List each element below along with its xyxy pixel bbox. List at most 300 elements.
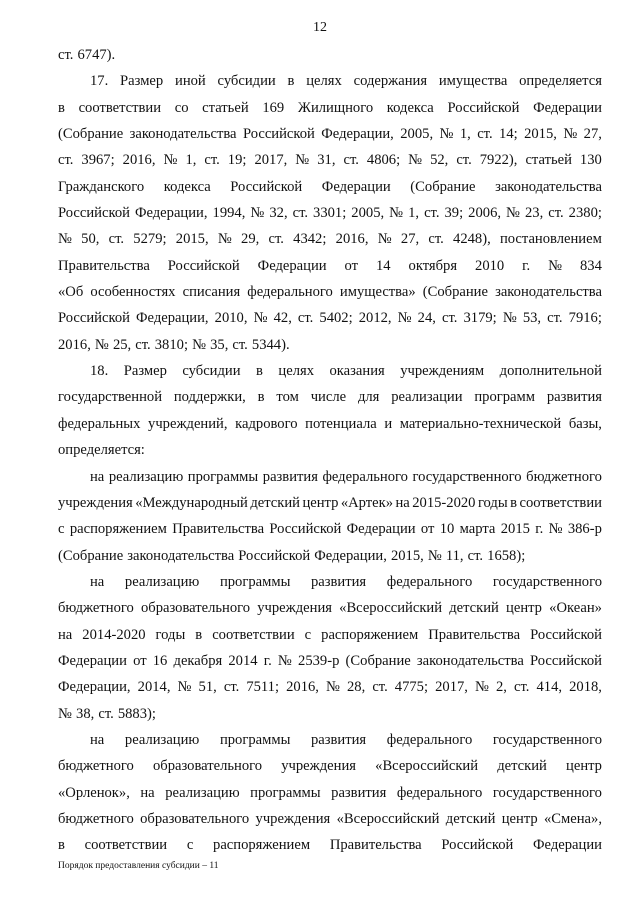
- word: 2016,: [122, 152, 156, 169]
- word: от: [133, 652, 147, 669]
- word: №: [506, 205, 520, 222]
- word: оказания: [329, 363, 385, 380]
- word: целях: [306, 73, 342, 90]
- text-line: [58, 622, 602, 648]
- word: 5883);: [117, 705, 156, 722]
- word: Правительства: [329, 837, 422, 854]
- word: октября: [408, 257, 458, 274]
- word: 7511;: [246, 679, 280, 696]
- word: развития: [311, 573, 367, 590]
- word: (Собрание: [422, 284, 488, 301]
- word: 2015: [500, 521, 530, 538]
- word: государственного: [492, 731, 602, 748]
- word: 42,: [273, 310, 292, 327]
- word: ст.: [343, 152, 359, 169]
- text-line: [58, 516, 602, 542]
- word: 2006,: [468, 205, 502, 222]
- word: для: [357, 389, 380, 406]
- word: 386-р: [567, 521, 602, 538]
- word: Федерации: [533, 837, 602, 854]
- word: ст.: [135, 336, 151, 353]
- text-line: [58, 68, 602, 94]
- word: в: [287, 73, 295, 90]
- word: с: [58, 521, 65, 538]
- word: бюджетного: [58, 600, 134, 617]
- word: федерального: [247, 284, 333, 301]
- word: 51,: [198, 679, 217, 696]
- word: законодательства: [127, 547, 235, 564]
- word: Правительства: [428, 626, 521, 643]
- word: 1994,: [212, 205, 246, 222]
- text-line: [58, 174, 602, 200]
- text-line: [58, 753, 602, 779]
- word: «Всероссийский: [375, 758, 479, 775]
- word: Гражданского: [58, 178, 145, 195]
- word: развития: [331, 784, 387, 801]
- word: (Собрание: [345, 652, 411, 669]
- word: базы,: [568, 415, 602, 432]
- word: на: [140, 784, 155, 801]
- word: образовательного: [152, 758, 263, 775]
- word: 1,: [185, 152, 197, 169]
- word: Российской: [58, 310, 130, 327]
- word: соответствии: [84, 837, 168, 854]
- word: №: [475, 679, 489, 696]
- text-line: [58, 701, 602, 727]
- word: г.: [263, 652, 272, 669]
- word: №: [250, 205, 265, 222]
- word: развития: [262, 468, 318, 485]
- text-line: [58, 279, 602, 305]
- word: кадрового: [235, 415, 298, 432]
- word: образовательного: [140, 810, 250, 827]
- word: 2017,: [254, 152, 288, 169]
- word: 25,: [112, 336, 132, 353]
- text-line: [58, 384, 602, 410]
- word: бюджетного: [58, 810, 134, 827]
- word: №: [377, 231, 392, 248]
- word: №: [163, 152, 178, 169]
- word: Размер: [123, 363, 167, 380]
- word: государственного: [412, 468, 522, 485]
- word: учреждениям: [400, 363, 485, 380]
- word: 2005,: [351, 205, 385, 222]
- word: ст.: [108, 231, 125, 248]
- word: в: [195, 626, 203, 643]
- word: Федерации: [346, 521, 416, 538]
- word: «Орленок»,: [58, 784, 130, 801]
- word: Российской: [447, 99, 520, 116]
- word: на: [90, 468, 105, 485]
- word: 1,: [408, 205, 420, 222]
- word: в: [257, 389, 265, 406]
- word: марта: [459, 521, 496, 538]
- word: учреждения: [281, 758, 356, 775]
- word: центр: [566, 758, 602, 775]
- word: 6747).: [77, 47, 116, 63]
- word: 16: [152, 652, 168, 669]
- word: реализацию: [124, 573, 200, 590]
- word: №: [177, 679, 192, 696]
- word: 50,: [81, 231, 100, 248]
- word: 5344).: [251, 336, 290, 353]
- word: программы: [250, 784, 321, 801]
- word: 23,: [524, 205, 544, 222]
- text-line: [58, 595, 602, 621]
- word: детский: [449, 600, 499, 617]
- word: с: [186, 837, 194, 854]
- word: 2014-2020: [82, 626, 146, 643]
- text-line: [58, 569, 602, 595]
- word: соответствии: [212, 626, 295, 643]
- word: определяется:: [58, 442, 145, 459]
- word: Федерации: [58, 652, 127, 669]
- word: материально-технической: [399, 415, 562, 432]
- word: субсидии: [217, 73, 276, 90]
- word: 3810;: [154, 336, 188, 353]
- word: Федерации,: [314, 547, 387, 564]
- word: законодательства: [416, 652, 524, 669]
- word: со: [174, 99, 189, 116]
- word: 2015,: [390, 547, 424, 564]
- word: Размер: [120, 73, 164, 90]
- word: «Смена»,: [544, 810, 602, 827]
- word: от: [344, 257, 359, 274]
- text-line: [58, 253, 602, 279]
- word: ст.: [467, 547, 484, 564]
- word: распоряжением: [69, 521, 167, 538]
- word: особенностях: [90, 284, 176, 301]
- word: 35,: [210, 336, 229, 353]
- word: ст.: [514, 679, 530, 696]
- word: 14;: [499, 126, 518, 143]
- word: статьей: [525, 152, 572, 169]
- word: 53,: [522, 310, 542, 327]
- word: федерального: [396, 784, 483, 801]
- word: №: [408, 152, 423, 169]
- word: в: [58, 99, 65, 116]
- word: том: [276, 389, 299, 406]
- text-line: [58, 832, 602, 858]
- word: 130: [579, 152, 602, 169]
- word: реализации: [391, 389, 463, 406]
- word: ст.: [424, 205, 440, 222]
- word: на: [395, 494, 410, 511]
- document-body: [58, 42, 602, 859]
- word: в: [58, 837, 65, 854]
- word: ст.: [372, 679, 388, 696]
- word: №: [563, 126, 578, 143]
- word: годы: [155, 626, 186, 643]
- word: ст.: [58, 47, 74, 63]
- word: (Собрание: [58, 126, 124, 143]
- word: №: [58, 705, 72, 722]
- word: государственного: [492, 573, 602, 590]
- word: 27,: [400, 231, 420, 248]
- word: бюджетного: [58, 758, 134, 775]
- word: учреждений,: [148, 415, 228, 432]
- word: Российской: [242, 126, 315, 143]
- word: №: [253, 310, 268, 327]
- word: ст.: [292, 205, 309, 222]
- word: поддержки,: [173, 389, 246, 406]
- word: детский: [250, 494, 300, 511]
- word: 1658);: [487, 547, 526, 564]
- word: реализацию: [108, 468, 184, 485]
- word: распоряжением: [321, 626, 419, 643]
- word: потенциала: [305, 415, 377, 432]
- word: 2016,: [335, 231, 369, 248]
- word: «Океан»: [549, 600, 602, 617]
- word: Федерации,: [134, 205, 208, 222]
- word: программы: [187, 468, 259, 485]
- word: дополнительной: [499, 363, 602, 380]
- word: имущества: [438, 73, 508, 90]
- word: ст.: [456, 152, 472, 169]
- word: 3179;: [463, 310, 497, 327]
- word: Российской: [238, 547, 311, 564]
- word: 2015-2020: [412, 494, 476, 511]
- word: развития: [546, 389, 602, 406]
- word: центр: [302, 494, 339, 511]
- word: 5402;: [319, 310, 353, 327]
- word: 27,: [583, 126, 602, 143]
- word: 2016,: [58, 336, 91, 353]
- word: Российской: [441, 837, 514, 854]
- word: №: [326, 679, 340, 696]
- text-line: [58, 727, 602, 753]
- word: 18.: [90, 363, 109, 380]
- word: 10: [439, 521, 455, 538]
- word: 2014: [228, 652, 258, 669]
- text-line: [58, 332, 602, 358]
- word: 28,: [347, 679, 366, 696]
- word: ст.: [547, 310, 563, 327]
- word: целях: [278, 363, 315, 380]
- word: ст.: [98, 705, 114, 722]
- word: г.: [522, 257, 531, 274]
- word: ст.: [428, 231, 444, 248]
- word: Федерации,: [136, 310, 209, 327]
- word: ст.: [548, 205, 564, 222]
- word: 2016,: [286, 679, 319, 696]
- word: ст.: [268, 231, 284, 248]
- word: 2005,: [400, 126, 434, 143]
- word: №: [277, 652, 292, 669]
- word: №: [94, 336, 109, 353]
- word: распоряжением: [213, 837, 311, 854]
- word: ст.: [442, 310, 458, 327]
- text-line: [58, 411, 602, 437]
- word: 2380;: [568, 205, 602, 222]
- word: №: [389, 205, 404, 222]
- word: 3301;: [313, 205, 347, 222]
- word: декабря: [173, 652, 223, 669]
- word: федерального: [386, 573, 473, 590]
- word: №: [502, 310, 517, 327]
- word: 2,: [496, 679, 507, 696]
- text-line: [58, 674, 602, 700]
- word: Федерации: [533, 99, 602, 116]
- word: 169: [262, 99, 285, 116]
- text-line: [58, 464, 602, 490]
- word: «Всероссийский: [336, 810, 440, 827]
- word: 32,: [269, 205, 288, 222]
- word: (Собрание: [410, 178, 476, 195]
- text-line: [58, 648, 602, 674]
- word: иной: [175, 73, 206, 90]
- word: 38,: [76, 705, 95, 722]
- word: 414,: [536, 679, 563, 696]
- word: 19;: [227, 152, 247, 169]
- word: №: [192, 336, 207, 353]
- word: реализацию: [124, 731, 200, 748]
- word: Российской: [530, 626, 602, 643]
- word: (Собрание: [58, 547, 124, 564]
- word: 2018,: [569, 679, 602, 696]
- word: Российской: [530, 652, 602, 669]
- word: №: [58, 231, 72, 248]
- footer-note: Порядок предоставления субсидии – 11: [58, 861, 219, 871]
- word: Федерации: [321, 178, 391, 195]
- word: 3967;: [81, 152, 115, 169]
- word: 14: [375, 257, 391, 274]
- word: годы: [477, 494, 508, 511]
- word: детский: [445, 810, 496, 827]
- word: федерального: [322, 468, 408, 485]
- word: кодекса: [163, 178, 211, 195]
- word: соответствии: [519, 494, 602, 511]
- word: определяется: [519, 73, 602, 90]
- word: на: [58, 626, 73, 643]
- word: программы: [219, 573, 291, 590]
- word: 52,: [430, 152, 449, 169]
- word: №: [548, 257, 563, 274]
- word: 4775;: [394, 679, 429, 696]
- word: с: [304, 626, 312, 643]
- word: Правительства: [58, 257, 150, 274]
- word: ст.: [232, 336, 248, 353]
- page-number: 12: [313, 20, 327, 35]
- word: ст.: [223, 679, 240, 696]
- word: реализацию: [165, 784, 240, 801]
- word: на: [90, 573, 105, 590]
- text-line: [58, 200, 602, 226]
- word: 2015,: [175, 231, 209, 248]
- word: 31,: [317, 152, 336, 169]
- word: федеральных: [58, 415, 141, 432]
- word: программ: [474, 389, 536, 406]
- word: «Международный: [135, 494, 248, 511]
- word: законодательства: [495, 284, 602, 301]
- word: 2017,: [435, 679, 468, 696]
- word: 2010: [475, 257, 505, 274]
- word: 39;: [444, 205, 464, 222]
- text-line: [58, 490, 602, 516]
- word: 4248),: [453, 231, 491, 248]
- word: имущества»: [339, 284, 416, 301]
- word: 2014,: [137, 679, 171, 696]
- word: 2539-р: [298, 652, 340, 669]
- word: Федерации,: [58, 679, 131, 696]
- word: развития: [311, 731, 367, 748]
- word: 2010,: [214, 310, 248, 327]
- word: 24,: [417, 310, 436, 327]
- word: №: [548, 521, 563, 538]
- word: законодательства: [129, 126, 237, 143]
- text-line: [58, 543, 602, 569]
- word: №: [397, 310, 412, 327]
- text-line: [58, 305, 602, 331]
- word: 4342;: [293, 231, 327, 248]
- word: №: [427, 547, 442, 564]
- word: субсидии: [182, 363, 241, 380]
- text-line: [58, 806, 602, 832]
- text-line: [58, 780, 602, 806]
- word: центр: [506, 600, 542, 617]
- word: Федерации,: [321, 126, 394, 143]
- word: Российской: [58, 205, 130, 222]
- text-line: [58, 95, 602, 121]
- text-line: [58, 147, 602, 173]
- word: учреждения: [58, 494, 133, 511]
- word: ст.: [58, 152, 74, 169]
- word: №: [439, 126, 454, 143]
- word: 1,: [459, 126, 471, 143]
- word: государственной: [58, 389, 163, 406]
- word: федерального: [386, 731, 473, 748]
- word: Российской: [167, 257, 240, 274]
- word: центр: [501, 810, 538, 827]
- word: 17.: [90, 73, 109, 90]
- word: 7916;: [568, 310, 602, 327]
- word: от: [420, 521, 435, 538]
- text-line: [58, 437, 602, 463]
- text-line: [58, 226, 602, 252]
- word: соответствии: [78, 99, 162, 116]
- word: «Артек»: [340, 494, 394, 511]
- word: числе: [310, 389, 347, 406]
- word: учреждения: [257, 600, 332, 617]
- word: №: [217, 231, 232, 248]
- word: ст.: [204, 152, 220, 169]
- word: «Об: [58, 284, 84, 301]
- word: законодательства: [495, 178, 602, 195]
- word: Российской: [230, 178, 303, 195]
- word: детский: [497, 758, 547, 775]
- word: 7922),: [479, 152, 518, 169]
- word: и: [384, 415, 393, 432]
- word: №: [295, 152, 310, 169]
- word: в: [256, 363, 263, 380]
- word: на: [90, 731, 105, 748]
- word: 11,: [445, 547, 464, 564]
- word: Правительства: [172, 521, 265, 538]
- word: «Всероссийский: [339, 600, 443, 617]
- text-line: [58, 42, 602, 68]
- word: в: [510, 494, 518, 511]
- word: ст.: [477, 126, 493, 143]
- word: Федерации: [257, 257, 327, 274]
- text-line: [58, 121, 602, 147]
- word: бюджетного: [526, 468, 602, 485]
- word: списания: [182, 284, 241, 301]
- word: 2015,: [524, 126, 557, 143]
- word: учреждения: [255, 810, 331, 827]
- word: государственного: [492, 784, 602, 801]
- word: 2012,: [358, 310, 392, 327]
- word: Жилищного: [297, 99, 374, 116]
